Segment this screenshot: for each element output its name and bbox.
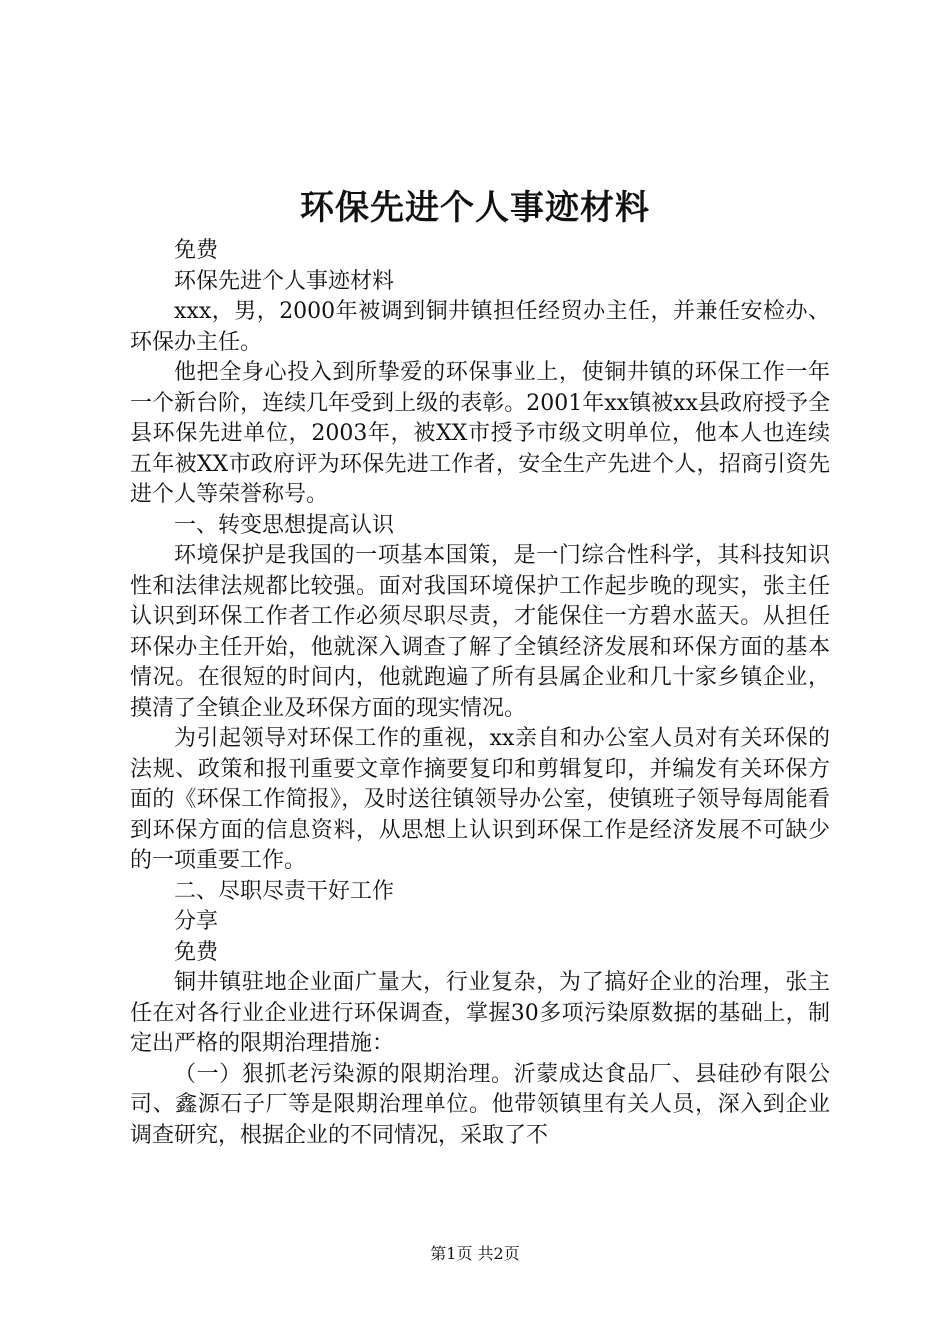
paragraph: 免费 <box>174 939 219 965</box>
document-body <box>130 236 830 1151</box>
paragraph: 免费 <box>174 238 219 263</box>
page-footer: 第1页 共2页 <box>430 1244 520 1263</box>
paragraph: xxx，男，2000年被调到铜井镇担任经贸办主任，并兼任安检办、环保办主任。 <box>130 299 830 355</box>
paragraph: 环保先进个人事迹材料 <box>174 268 395 294</box>
section-heading: 一、转变思想提高认识 <box>174 512 395 538</box>
document-title: 环保先进个人事迹材料 <box>300 188 650 228</box>
paragraph: （一）狠抓老污染源的限期治理。沂蒙成达食品厂、县硅砂有限公司、鑫源石子厂等是限期治理单位。他带领镇里有关人员，深入到企业调查研究，根据企业的不同情况，采取了不 <box>130 1061 830 1148</box>
paragraph: 他把全身心投入到所挚爱的环保事业上，使铜井镇的环保工作一年一个新台阶，连续几年受到上级的表彰。2001年xx镇被xx县政府授予全县环保先进单位，2003年，被XX市授予市级文明单位，他本人也连续五年被XX市政府评为环保先进工作者，安全生产先进个人，招商引资先进个人等荣誉称号。 <box>130 360 830 507</box>
section-heading: 二、尽职尽责干好工作 <box>174 878 395 904</box>
paragraph: 分享 <box>174 909 219 934</box>
paragraph: 铜井镇驻地企业面广量大，行业复杂，为了搞好企业的治理，张主任在对各行业企业进行环保调查，掌握30多项污染原数据的基础上，制定出严格的限期治理措施： <box>130 970 830 1056</box>
paragraph: 为引起领导对环保工作的重视，xx亲自和办公室人员对有关环保的法规、政策和报刊重要文章作摘要复印和剪辑复印，并编发有关环保方面的《环保工作简报》，及时送往镇领导办公室，使镇班子领导每周能看到环保方面的信息资料，从思想上认识到环保工作是经济发展不可缺少的一项重要工作。 <box>130 726 830 873</box>
paragraph: 环境保护是我国的一项基本国策，是一门综合性科学，其科技知识性和法律法规都比较强。面对我国环境保护工作起步晚的现实，张主任认识到环保工作者工作必须尽职尽责，才能保住一方碧水蓝天。从担任环保办主任开始，他就深入调查了解了全镇经济发展和环保方面的基本情况。在很短的时间内，他就跑遍了所有县属企业和几十家乡镇企业，摸清了全镇企业及环保方面的现实情况。 <box>130 543 830 721</box>
